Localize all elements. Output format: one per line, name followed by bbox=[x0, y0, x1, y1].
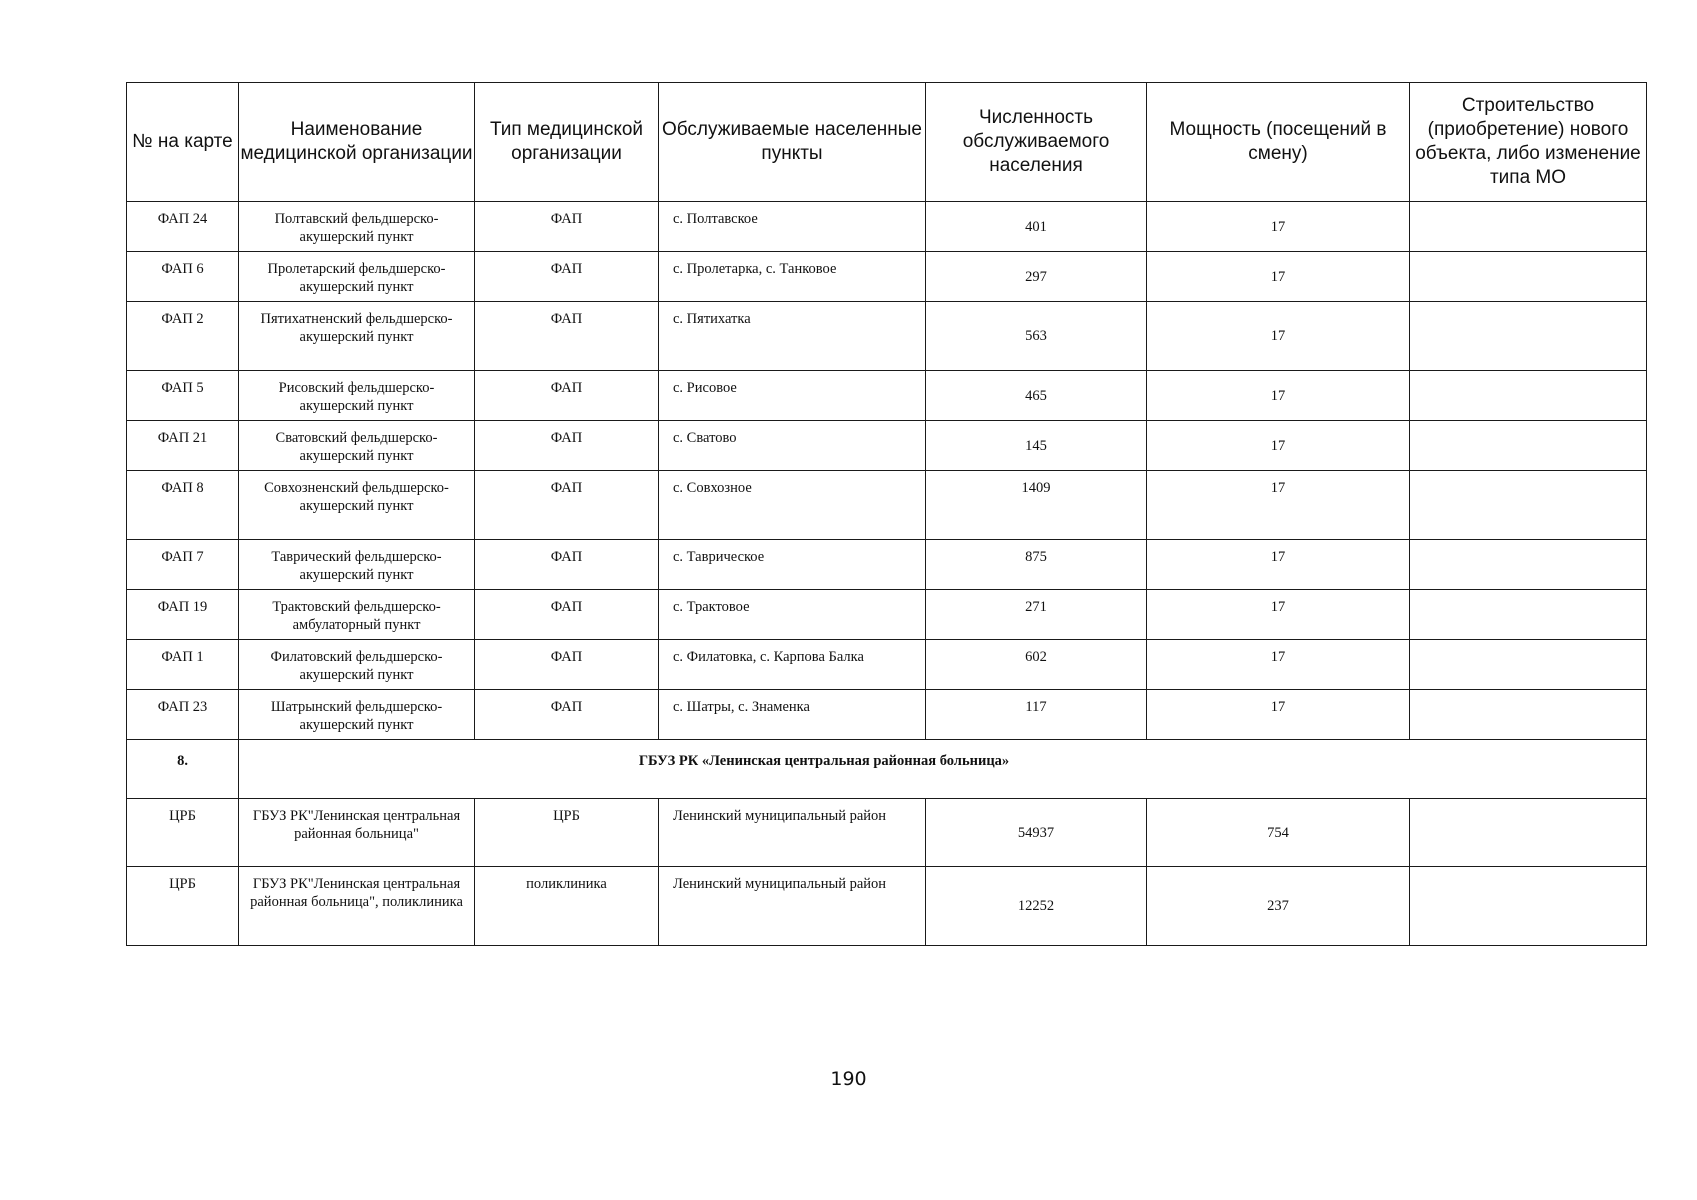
cell-population: 145 bbox=[926, 421, 1147, 471]
cell-organization-type: ФАП bbox=[475, 640, 659, 690]
header-construction: Строительство (приобретение) нового объекта, либо изменение типа МО bbox=[1410, 83, 1647, 202]
cell-construction bbox=[1410, 471, 1647, 540]
cell-organization-type: ФАП bbox=[475, 371, 659, 421]
cell-organization-name: Полтавский фельдшерско-акушерский пункт bbox=[239, 202, 475, 252]
cell-construction bbox=[1410, 252, 1647, 302]
cell-served-settlements: с. Пролетарка, с. Танковое bbox=[659, 252, 926, 302]
table-row bbox=[127, 252, 1647, 302]
cell-map-number: ФАП 5 bbox=[127, 371, 239, 421]
cell-capacity: 17 bbox=[1147, 252, 1410, 302]
cell-population: 12252 bbox=[926, 867, 1147, 946]
cell-population: 563 bbox=[926, 302, 1147, 371]
table-row bbox=[127, 421, 1647, 471]
cell-construction bbox=[1410, 867, 1647, 946]
cell-construction bbox=[1410, 640, 1647, 690]
cell-organization-name: Трактовский фельдшерско-амбулаторный пункт bbox=[239, 590, 475, 640]
table-row bbox=[127, 640, 1647, 690]
cell-served-settlements: с. Таврическое bbox=[659, 540, 926, 590]
cell-construction bbox=[1410, 799, 1647, 867]
cell-capacity: 17 bbox=[1147, 640, 1410, 690]
table-row bbox=[127, 302, 1647, 371]
cell-capacity: 237 bbox=[1147, 867, 1410, 946]
cell-served-settlements: Ленинский муниципальный район bbox=[659, 867, 926, 946]
cell-population: 297 bbox=[926, 252, 1147, 302]
header-organization-type: Тип медицинской организации bbox=[475, 83, 659, 202]
cell-construction bbox=[1410, 590, 1647, 640]
cell-capacity: 17 bbox=[1147, 202, 1410, 252]
cell-population: 271 bbox=[926, 590, 1147, 640]
cell-map-number: ФАП 6 bbox=[127, 252, 239, 302]
header-capacity: Мощность (посещений в смену) bbox=[1147, 83, 1410, 202]
table-row bbox=[127, 690, 1647, 740]
table-row bbox=[127, 799, 1647, 867]
cell-map-number: ФАП 23 bbox=[127, 690, 239, 740]
cell-organization-name: Совхозненский фельдшерско- акушерский пункт bbox=[239, 471, 475, 540]
section-header-row bbox=[127, 740, 1647, 799]
header-map-number: № на карте bbox=[127, 83, 239, 202]
cell-construction bbox=[1410, 690, 1647, 740]
cell-served-settlements: Ленинский муниципальный район bbox=[659, 799, 926, 867]
cell-organization-type: поликлиника bbox=[475, 867, 659, 946]
cell-capacity: 17 bbox=[1147, 371, 1410, 421]
table-row bbox=[127, 471, 1647, 540]
cell-capacity: 17 bbox=[1147, 590, 1410, 640]
cell-capacity: 17 bbox=[1147, 471, 1410, 540]
cell-organization-name: Рисовский фельдшерско-акушерский пункт bbox=[239, 371, 475, 421]
cell-organization-type: ФАП bbox=[475, 252, 659, 302]
cell-construction bbox=[1410, 302, 1647, 371]
cell-served-settlements: с. Совхозное bbox=[659, 471, 926, 540]
cell-map-number: ФАП 1 bbox=[127, 640, 239, 690]
cell-construction bbox=[1410, 540, 1647, 590]
cell-served-settlements: с. Шатры, с. Знаменка bbox=[659, 690, 926, 740]
cell-capacity: 17 bbox=[1147, 302, 1410, 371]
cell-capacity: 754 bbox=[1147, 799, 1410, 867]
cell-organization-name: Филатовский фельдшерско-акушерский пункт bbox=[239, 640, 475, 690]
cell-organization-name: Пятихатненский фельдшерско- акушерский пункт bbox=[239, 302, 475, 371]
cell-map-number: ФАП 24 bbox=[127, 202, 239, 252]
header-population: Численность обслуживаемого населения bbox=[926, 83, 1147, 202]
section-title: ГБУЗ РК «Ленинская центральная районная больница» bbox=[239, 740, 1410, 799]
table-row bbox=[127, 540, 1647, 590]
header-organization-name: Наименование медицинской организации bbox=[239, 83, 475, 202]
cell-served-settlements: с. Трактовое bbox=[659, 590, 926, 640]
cell-organization-type: ФАП bbox=[475, 590, 659, 640]
cell-organization-name: Шатрынский фельдшерско-акушерский пункт bbox=[239, 690, 475, 740]
cell-organization-name: Пролетарский фельдшерско-акушерский пункт bbox=[239, 252, 475, 302]
cell-population: 117 bbox=[926, 690, 1147, 740]
cell-population: 875 bbox=[926, 540, 1147, 590]
cell-map-number: ЦРБ bbox=[127, 799, 239, 867]
cell-map-number: ФАП 21 bbox=[127, 421, 239, 471]
table-row bbox=[127, 590, 1647, 640]
cell-capacity: 17 bbox=[1147, 690, 1410, 740]
cell-construction bbox=[1410, 202, 1647, 252]
table-row bbox=[127, 867, 1647, 946]
section-blank-cell bbox=[1410, 740, 1647, 799]
cell-served-settlements: с. Полтавское bbox=[659, 202, 926, 252]
cell-construction bbox=[1410, 371, 1647, 421]
cell-capacity: 17 bbox=[1147, 421, 1410, 471]
table-row bbox=[127, 371, 1647, 421]
cell-organization-name: ГБУЗ РК"Ленинская центральная районная больница", поликлиника bbox=[239, 867, 475, 946]
table-row bbox=[127, 202, 1647, 252]
cell-capacity: 17 bbox=[1147, 540, 1410, 590]
cell-served-settlements: с. Рисовое bbox=[659, 371, 926, 421]
cell-served-settlements: с. Сватово bbox=[659, 421, 926, 471]
cell-map-number: ФАП 19 bbox=[127, 590, 239, 640]
facilities-table bbox=[126, 82, 1647, 946]
cell-population: 1409 bbox=[926, 471, 1147, 540]
section-number: 8. bbox=[127, 740, 239, 799]
cell-map-number: ФАП 8 bbox=[127, 471, 239, 540]
cell-organization-type: ФАП bbox=[475, 471, 659, 540]
cell-organization-type: ЦРБ bbox=[475, 799, 659, 867]
cell-organization-type: ФАП bbox=[475, 540, 659, 590]
cell-organization-type: ФАП bbox=[475, 421, 659, 471]
cell-population: 465 bbox=[926, 371, 1147, 421]
cell-map-number: ЦРБ bbox=[127, 867, 239, 946]
cell-population: 602 bbox=[926, 640, 1147, 690]
cell-organization-name: Таврический фельдшерско-акушерский пункт bbox=[239, 540, 475, 590]
cell-organization-type: ФАП bbox=[475, 302, 659, 371]
cell-construction bbox=[1410, 421, 1647, 471]
cell-population: 54937 bbox=[926, 799, 1147, 867]
cell-map-number: ФАП 2 bbox=[127, 302, 239, 371]
cell-organization-type: ФАП bbox=[475, 202, 659, 252]
cell-organization-name: ГБУЗ РК"Ленинская центральная районная больница" bbox=[239, 799, 475, 867]
table-header-row bbox=[127, 83, 1647, 202]
page-number: 190 bbox=[830, 1068, 867, 1090]
cell-population: 401 bbox=[926, 202, 1147, 252]
cell-organization-type: ФАП bbox=[475, 690, 659, 740]
facilities-table-container bbox=[126, 82, 1646, 946]
cell-served-settlements: с. Пятихатка bbox=[659, 302, 926, 371]
cell-map-number: ФАП 7 bbox=[127, 540, 239, 590]
header-served-settlements: Обслуживаемые населенные пункты bbox=[659, 83, 926, 202]
cell-served-settlements: с. Филатовка, с. Карпова Балка bbox=[659, 640, 926, 690]
cell-organization-name: Сватовский фельдшерско-акушерский пункт bbox=[239, 421, 475, 471]
